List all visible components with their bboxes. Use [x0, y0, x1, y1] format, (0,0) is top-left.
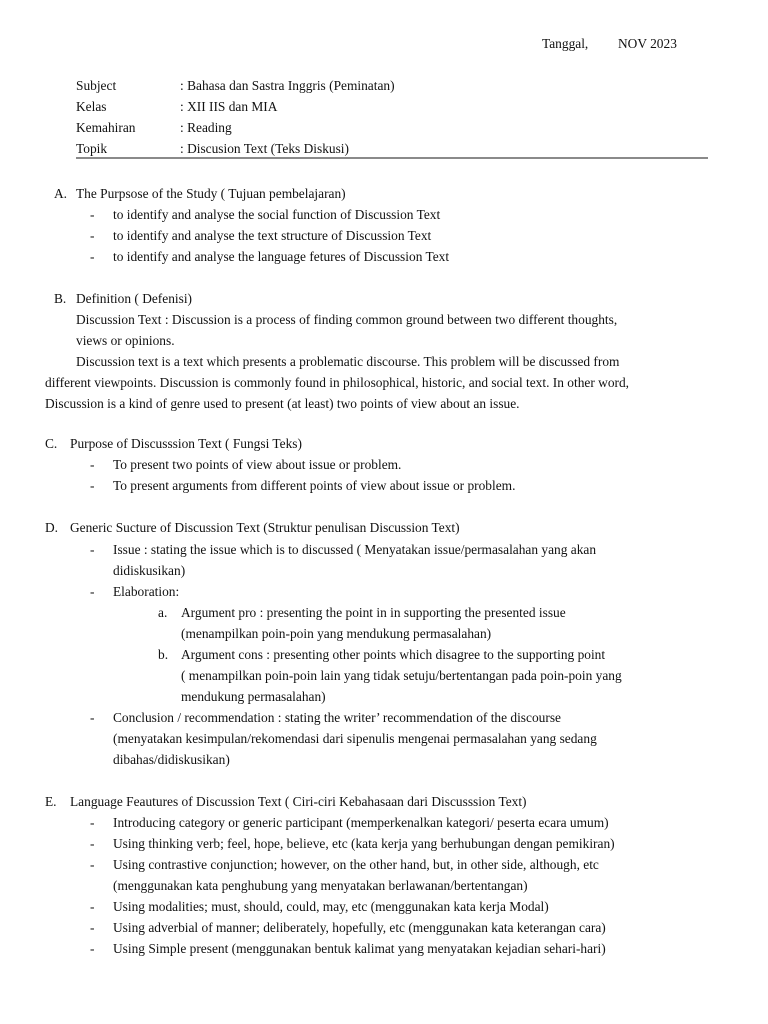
- list-item: Using adverbial of manner; deliberately, hopefully, etc (menggunakan kata keterangan cara): [113, 920, 606, 935]
- section-b-title: Definition ( Defenisi): [76, 291, 193, 306]
- bullet-dash: -: [90, 228, 95, 243]
- bullet-dash: -: [90, 899, 95, 914]
- section-a-title: The Purpsose of the Study ( Tujuan pembelajaran): [76, 186, 346, 201]
- section-d-title: Generic Sucture of Discussion Text (Struktur penulisan Discussion Text): [70, 520, 460, 535]
- list-item: Using modalities; must, should, could, may, etc (menggunakan kata kerja Modal): [113, 899, 549, 914]
- bullet-dash: -: [90, 542, 95, 557]
- list-item: to identify and analyse the social function of Discussion Text: [113, 207, 441, 222]
- list-item: Introducing category or generic participant (memperkenalkan kategori/ peserta ecara umum): [113, 815, 609, 830]
- section-d-letter: D.: [45, 520, 59, 535]
- date-label: Tanggal,: [542, 36, 589, 51]
- info-value-topik: : Discusion Text (Teks Diskusi): [180, 141, 349, 156]
- list-item: to identify and analyse the text structure of Discussion Text: [113, 228, 432, 243]
- info-value-kemahiran: : Reading: [180, 120, 232, 135]
- sub-item: Argument pro : presenting the point in in supporting the presented issue: [181, 605, 566, 620]
- bullet-dash: -: [90, 710, 95, 725]
- definition-line: Discussion Text : Discussion is a process of finding common ground between two different thoughts,: [76, 312, 618, 327]
- info-label-kelas: Kelas: [76, 99, 107, 114]
- section-e-letter: E.: [45, 794, 57, 809]
- sub-item-marker: a.: [158, 605, 168, 620]
- list-item: Using contrastive conjunction; however, on the other hand, but, in other side, although, etc: [113, 857, 599, 872]
- section-b-letter: B.: [54, 291, 67, 306]
- bullet-dash: -: [90, 207, 95, 222]
- bullet-dash: -: [90, 457, 95, 472]
- list-item-continued: dibahas/didiskusikan): [113, 752, 230, 767]
- list-item-continued: (menyatakan kesimpulan/rekomendasi dari sipenulis mengenai permasalahan yang sedang: [113, 731, 597, 746]
- info-label-kemahiran: Kemahiran: [76, 120, 136, 135]
- bullet-dash: -: [90, 584, 95, 599]
- info-label-topik: Topik: [76, 141, 108, 156]
- section-c-title: Purpose of Discusssion Text ( Fungsi Teks): [70, 436, 302, 451]
- sub-item: Argument cons : presenting other points which disagree to the supporting point: [181, 647, 606, 662]
- list-item: To present two points of view about issue or problem.: [113, 457, 402, 472]
- date-value: NOV 2023: [618, 36, 677, 51]
- list-item: Using Simple present (menggunakan bentuk kalimat yang menyatakan kejadian sehari-hari): [113, 941, 606, 956]
- section-a-letter: A.: [54, 186, 68, 201]
- section-c-letter: C.: [45, 436, 58, 451]
- definition-line: views or opinions.: [76, 333, 175, 348]
- sub-item-continued: mendukung permasalahan): [181, 689, 326, 704]
- section-e-title: Language Feautures of Discussion Text ( Ciri-ciri Kebahasaan dari Discusssion Text): [70, 794, 527, 809]
- list-item: Conclusion / recommendation : stating the writer’ recommendation of the discourse: [113, 710, 561, 725]
- bullet-dash: -: [90, 836, 95, 851]
- sub-item-continued: (menampilkan poin-poin yang mendukung permasalahan): [181, 626, 492, 641]
- list-item-continued: (menggunakan kata penghubung yang menyatakan berlawanan/bertentangan): [113, 878, 528, 893]
- bullet-dash: -: [90, 920, 95, 935]
- bullet-dash: -: [90, 478, 95, 493]
- list-item: to identify and analyse the language fetures of Discussion Text: [113, 249, 450, 264]
- list-item: Elaboration:: [113, 584, 180, 599]
- bullet-dash: -: [90, 815, 95, 830]
- info-label-subject: Subject: [76, 78, 117, 93]
- bullet-dash: -: [90, 249, 95, 264]
- definition-line: Discussion text is a text which presents a problematic discourse. This problem will be discussed from: [76, 354, 620, 369]
- list-item: Issue : stating the issue which is to discussed ( Menyatakan issue/permasalahan yang akan: [113, 542, 597, 557]
- sub-item-continued: ( menampilkan poin-poin lain yang tidak setuju/bertentangan pada poin-poin yang: [181, 668, 622, 683]
- info-value-subject: : Bahasa dan Sastra Inggris (Peminatan): [180, 78, 395, 93]
- bullet-dash: -: [90, 857, 95, 872]
- definition-line: different viewpoints. Discussion is commonly found in philosophical, historic, and social text. In other word,: [45, 375, 630, 390]
- info-value-kelas: : XII IIS dan MIA: [180, 99, 278, 114]
- definition-line: Discussion is a kind of genre used to present (at least) two points of view about an issue.: [45, 396, 520, 411]
- list-item-continued: didiskusikan): [113, 563, 186, 578]
- bullet-dash: -: [90, 941, 95, 956]
- list-item: To present arguments from different points of view about issue or problem.: [113, 478, 516, 493]
- header-divider: [76, 157, 708, 159]
- sub-item-marker: b.: [158, 647, 169, 662]
- list-item: Using thinking verb; feel, hope, believe, etc (kata kerja yang berhubungan dengan pemikiran): [113, 836, 615, 851]
